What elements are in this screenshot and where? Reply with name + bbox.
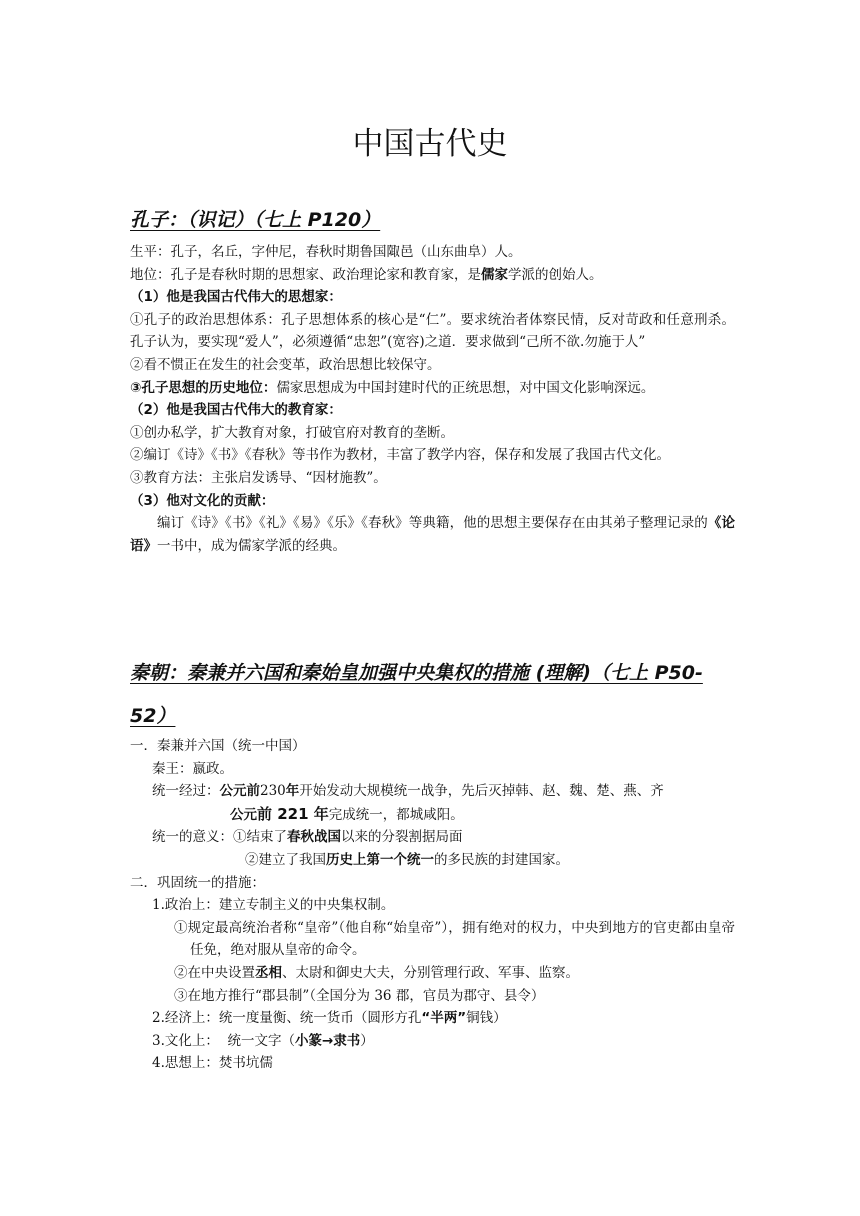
life-line: 生平：孔子，名丘，字仲尼，春秋时期鲁国陬邑（山东曲阜）人。: [130, 244, 522, 260]
m1i2-text: ②在中央设置: [174, 964, 255, 981]
status-text-end: 学派的创始人。: [508, 266, 603, 283]
meaning2-text: ②建立了我国: [245, 851, 326, 868]
meaning-bold-1: 春秋战国: [287, 829, 341, 846]
m2-text: 2.经济上：统一度量衡、统一货币（圆形方孔: [152, 1010, 422, 1027]
subtitle-thinker: （1）他是我国古代伟大的思想家：: [130, 289, 342, 306]
measure-1-item-1: ①规定最高统治者称“皇帝”（他自称“始皇帝”），拥有绝对的权力，中央到地方的官吏都由皇帝任免，绝对服从皇帝的命令。: [174, 919, 735, 959]
educator-item-2: ②编订《诗》《书》《春秋》等书作为教材，丰富了教学内容，保存和发展了我国古代文化。: [130, 447, 670, 464]
process-bold-1: 公元前: [219, 783, 260, 800]
qin-process-2: [130, 803, 735, 827]
thinker-item-2: ②看不惯正在发生的社会变革，政治思想比较保守。: [130, 356, 441, 373]
thinker-item-3: [130, 377, 735, 400]
meaning2-bold: 历史上第一个统一: [326, 851, 434, 868]
culture-text-end: 一书中，成为儒家学派的经典。: [157, 537, 346, 554]
thinker-item-1: ①孔子的政治思想体系：孔子思想体系的核心是“仁”。要求统治者体察民情，反对苛政和任意刑杀。孔子认为，要实现“爱人”，必须遵循“忠恕”(宽容)之道．要求做到“己所不欲.勿施于人”: [130, 311, 735, 351]
thinker-item-3-bold: ③孔子思想的历史地位：: [130, 379, 277, 396]
qin-meaning-2: [130, 849, 735, 872]
qin-king: 秦王：嬴政。: [152, 760, 233, 777]
qin-part-1: 一．秦兼并六国（统一中国）: [130, 738, 306, 754]
m3-text-end: ）: [360, 1032, 374, 1049]
m2-text-end: 铜钱）: [466, 1010, 507, 1027]
measure-2: [130, 1007, 735, 1030]
measure-1-item-2: [130, 962, 735, 985]
subtitle-educator: （2）他是我国古代伟大的教育家：: [130, 402, 342, 419]
m1i2-bold: 丞相: [255, 964, 282, 981]
meaning-rest-1: 以来的分裂割据局面: [341, 829, 463, 846]
educator-item-1: ①创办私学，扩大教育对象，打破官府对教育的垄断。: [130, 424, 454, 441]
qin-part-2: 二．巩固统一的措施：: [130, 874, 265, 891]
qin-section: [130, 735, 735, 1075]
page-title: 中国古代史: [352, 126, 508, 162]
status-line: [130, 264, 735, 287]
culture-bold: 《论语》: [130, 515, 736, 554]
confucius-section: [130, 241, 735, 557]
process-bold-2: 年: [285, 783, 300, 800]
qin-process: [130, 780, 735, 803]
status-text: 地位：孔子是春秋时期的思想家、政治理论家和教育家，是: [130, 266, 481, 283]
qin-meaning-1: [130, 826, 735, 849]
culture-paragraph: [130, 512, 735, 557]
culture-text: 编订《诗》《书》《礼》《易》《乐》《春秋》等典籍，他的思想主要保存在由其弟子整理记录的: [157, 515, 708, 532]
thinker-item-3-rest: 儒家思想成为中国封建时代的正统思想，对中国文化影响深远。: [276, 379, 655, 396]
meaning2-text-end: 的多民族的封建国家。: [434, 851, 569, 868]
measure-1: 1.政治上：建立专制主义的中央集权制。: [152, 897, 395, 914]
m2-bold: “半两”: [421, 1010, 467, 1027]
meaning-label: 统一的意义：①结束了: [152, 829, 287, 846]
process-rest: 开始发动大规模统一战争，先后灭掉韩、赵、魏、楚、燕、齐: [299, 783, 664, 800]
process-label: 统一经过：: [152, 783, 220, 800]
m3-bold: 小篆→隶书: [294, 1032, 361, 1049]
m3-text: 3.文化上： 统一文字（: [152, 1032, 295, 1049]
process2-rest: 完成统一，都城咸阳。: [328, 806, 464, 823]
process2-bold-1: 公元: [230, 806, 257, 823]
section-heading-qin: 秦朝：秦兼并六国和秦始皇加强中央集权的措施 (理解)（七上 P50-52）: [130, 662, 703, 727]
process2-bold-2: 前 221 年: [257, 804, 329, 823]
status-bold: 儒家: [481, 266, 508, 283]
section-heading-confucius: 孔子：（识记）（七上 P120）: [130, 209, 381, 231]
subtitle-culture: （3）他对文化的贡献：: [130, 492, 275, 509]
process-year: 230: [260, 783, 286, 800]
measure-1-item-3: ③在地方推行“郡县制”（全国分为 36 郡，官员为郡守、县令）: [174, 987, 545, 1004]
measure-4: 4.思想上：焚书坑儒: [152, 1055, 273, 1072]
m1i2-text-end: 、太尉和御史大夫，分别管理行政、军事、监察。: [282, 964, 579, 981]
measure-3: [130, 1030, 735, 1053]
educator-item-3: ③教育方法：主张启发诱导、“因材施教”。: [130, 469, 387, 486]
